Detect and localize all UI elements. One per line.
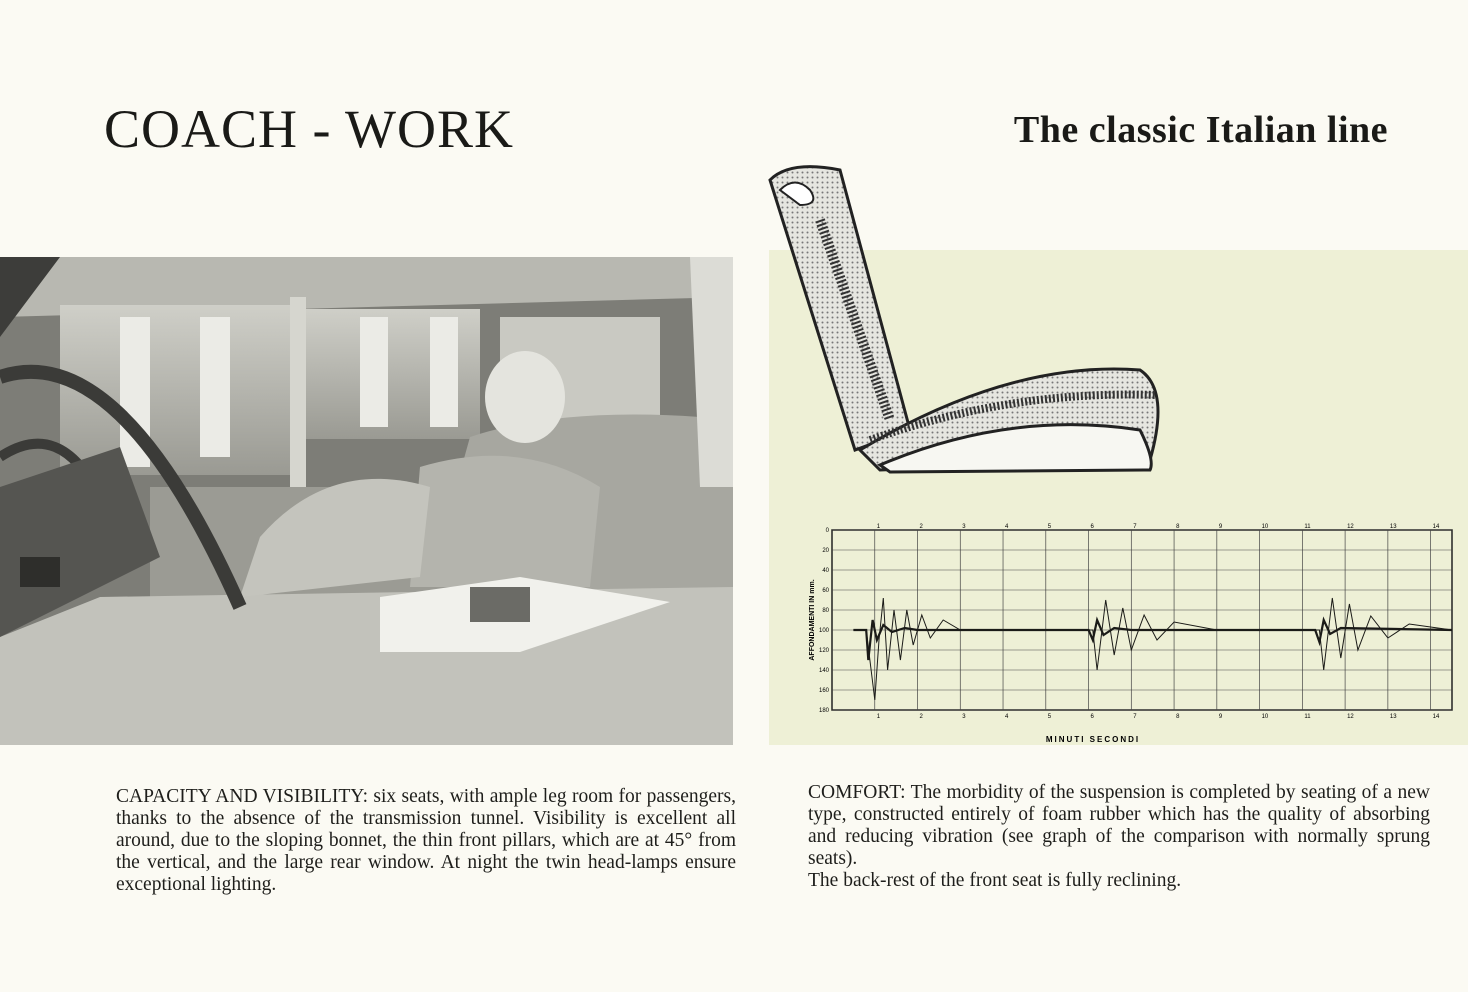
- x-tick-label: 12: [1347, 524, 1354, 530]
- x-tick-label: 8: [1176, 714, 1180, 720]
- x-tick-label: 6: [1090, 714, 1094, 720]
- x-tick-label: 10: [1261, 714, 1269, 720]
- vibration-graph: [808, 520, 1456, 748]
- y-tick-label: 180: [818, 708, 829, 714]
- x-tick-label: 3: [962, 524, 966, 530]
- x-tick-label: 4: [1005, 714, 1009, 720]
- caption-left-text: CAPACITY AND VISIBILITY: six seats, with ample leg room for passengers, thanks to the absence of the transmission tunnel. Visibility is excellent all around, due to the sloping bonnet, the thin front pillars, which are at 45° from the vertical, and the large rear window. At night the twin head-lamps ensure exceptional lighting.: [116, 786, 736, 895]
- x-tick-label: 5: [1047, 524, 1052, 530]
- seat-illustration: [760, 160, 1180, 500]
- y-tick-label: 80: [822, 608, 829, 614]
- x-tick-label: 6: [1090, 524, 1094, 530]
- x-tick-label: 3: [962, 714, 966, 720]
- x-tick-label: 14: [1432, 714, 1440, 720]
- graph-y-label: AFFONDAMENTI IN mm.: [809, 579, 816, 661]
- caption-right-text-2: The back-rest of the front seat is fully reclining.: [808, 870, 1182, 891]
- x-tick-label: 11: [1304, 714, 1311, 720]
- x-tick-label: 1: [876, 524, 881, 530]
- x-tick-label: 2: [919, 714, 923, 720]
- y-tick-label: 160: [818, 688, 829, 694]
- x-tick-label: 7: [1133, 524, 1137, 530]
- x-tick-label: 9: [1218, 524, 1223, 530]
- caption-comfort: [808, 782, 1430, 892]
- page-title-left: COACH - WORK: [104, 99, 515, 159]
- x-tick-label: 10: [1261, 524, 1269, 530]
- x-tick-label: 12: [1347, 714, 1354, 720]
- x-tick-label: 14: [1432, 524, 1440, 530]
- caption-right-text: COMFORT: The morbidity of the suspension is completed by seating of a new type, constructed entirely of foam rubber which has the quality of absorbing and reducing vibration (see graph of the comparison with normally sprung seats).: [808, 782, 1430, 869]
- y-tick-label: 140: [818, 668, 829, 674]
- caption-capacity-visibility: [116, 786, 736, 896]
- graph-x-label: MINUTI SECONDI: [1045, 735, 1141, 744]
- y-tick-label: 100: [818, 628, 829, 634]
- x-tick-label: 1: [876, 714, 881, 720]
- x-tick-label: 9: [1218, 714, 1223, 720]
- y-tick-label: 0: [825, 528, 829, 534]
- y-tick-label: 120: [818, 648, 829, 654]
- x-tick-label: 8: [1176, 524, 1180, 530]
- car-interior-photo: [0, 257, 733, 745]
- y-tick-label: 40: [822, 568, 829, 574]
- y-tick-label: 20: [822, 548, 829, 554]
- x-tick-label: 7: [1133, 714, 1137, 720]
- x-tick-label: 13: [1389, 524, 1397, 530]
- x-tick-label: 2: [919, 524, 923, 530]
- graph-y-ticks: [819, 528, 830, 714]
- x-tick-label: 4: [1005, 524, 1009, 530]
- x-tick-label: 5: [1047, 714, 1052, 720]
- page-title-right: The classic Italian line: [1013, 109, 1388, 151]
- y-tick-label: 60: [822, 588, 829, 594]
- x-tick-label: 13: [1389, 714, 1397, 720]
- x-tick-label: 11: [1304, 524, 1311, 530]
